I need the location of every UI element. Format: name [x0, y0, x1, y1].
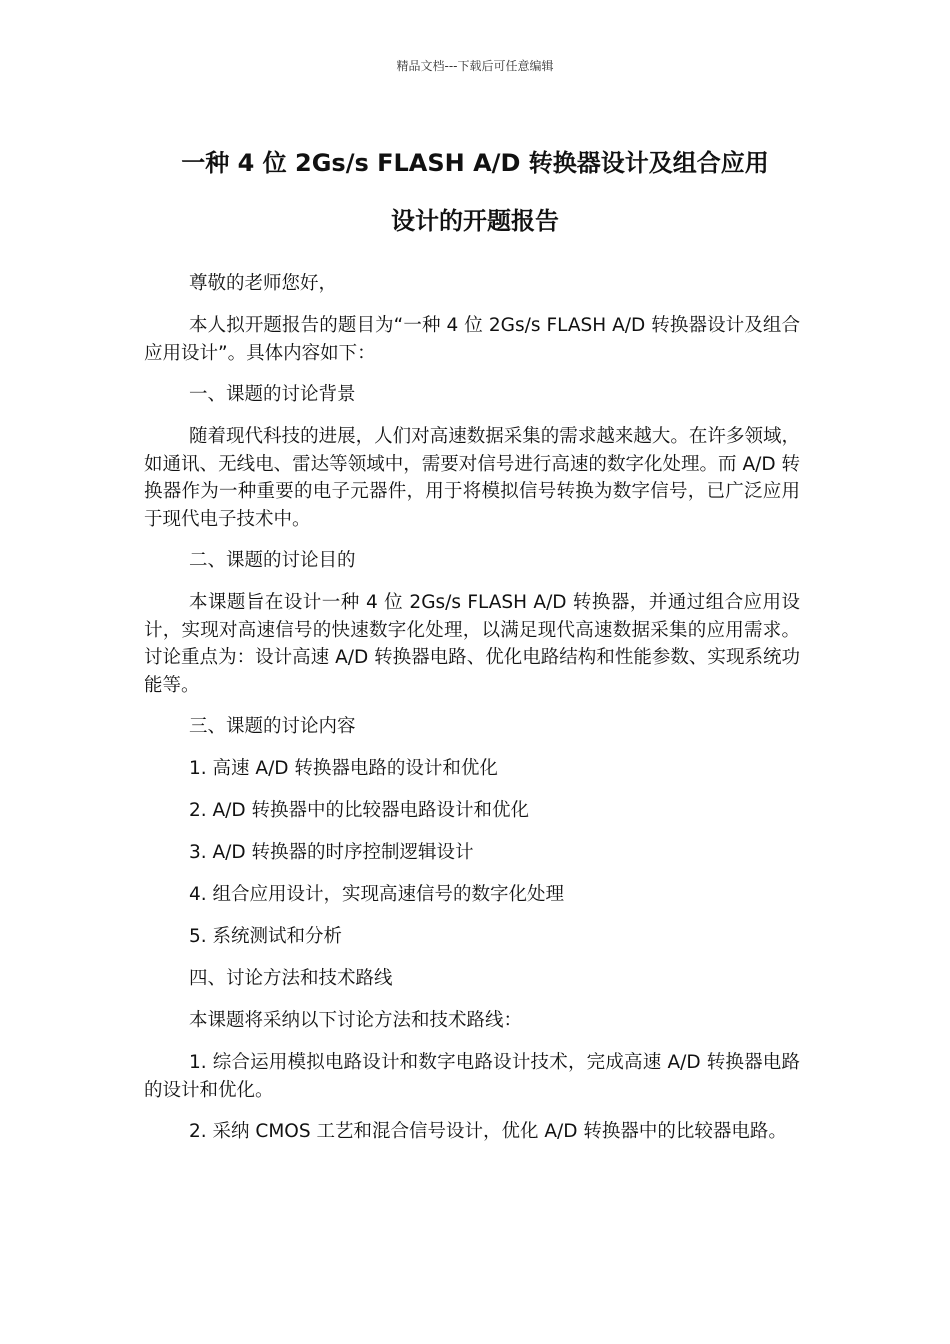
section-heading-content: 三、课题的讨论内容: [189, 716, 356, 737]
methods-intro-paragraph: 本课题将采纳以下讨论方法和技术路线：: [189, 1010, 523, 1031]
document-title: [100, 134, 850, 250]
methods-list-item: 2. 采纳 CMOS 工艺和混合信号设计，优化 A/D 转换器中的比较器电路。: [189, 1121, 787, 1142]
document-title-line-1: 一种 4 位 2Gs/s FLASH A/D 转换器设计及组合应用: [181, 149, 769, 177]
content-list-item: 1. 高速 A/D 转换器电路的设计和优化: [189, 758, 498, 779]
document-title-line-2: 设计的开题报告: [391, 207, 559, 235]
content-list-item: 2. A/D 转换器中的比较器电路设计和优化: [189, 800, 530, 821]
content-list-item: 4. 组合应用设计，实现高速信号的数字化处理: [189, 884, 565, 905]
greeting-paragraph: 尊敬的老师您好，: [189, 273, 338, 294]
content-list-item: 5. 系统测试和分析: [189, 926, 343, 947]
document-body: [144, 270, 800, 1160]
section-heading-background: 一、课题的讨论背景: [189, 384, 356, 405]
section-heading-methods: 四、讨论方法和技术路线: [189, 968, 393, 989]
background-paragraph: 随着现代科技的进展，人们对高速数据采集的需求越来越大。在许多领域，如通讯、无线电、雷达等领域中，需要对信号进行高速的数字化处理。而 A/D 转换器作为一种重要的电子元器件，用于将模拟信号转换为数字信号，已广泛应用于现代电子技术中。: [144, 426, 800, 530]
methods-list-item: 1. 综合运用模拟电路设计和数字电路设计技术，完成高速 A/D 转换器电路的设计和优化。: [144, 1052, 800, 1101]
page-header-watermark: 精品文档---下载后可任意编辑: [396, 59, 554, 73]
section-heading-purpose: 二、课题的讨论目的: [189, 550, 356, 571]
purpose-paragraph: 本课题旨在设计一种 4 位 2Gs/s FLASH A/D 转换器，并通过组合应用设计，实现对高速信号的快速数字化处理，以满足现代高速数据采集的应用需求。讨论重点为：设计高速 A/D 转换器电路、优化电路结构和性能参数、实现系统功能等。: [144, 592, 800, 696]
intro-paragraph: 本人拟开题报告的题目为“一种 4 位 2Gs/s FLASH A/D 转换器设计及组合应用设计”。具体内容如下：: [144, 315, 800, 364]
content-list-item: 3. A/D 转换器的时序控制逻辑设计: [189, 842, 474, 863]
